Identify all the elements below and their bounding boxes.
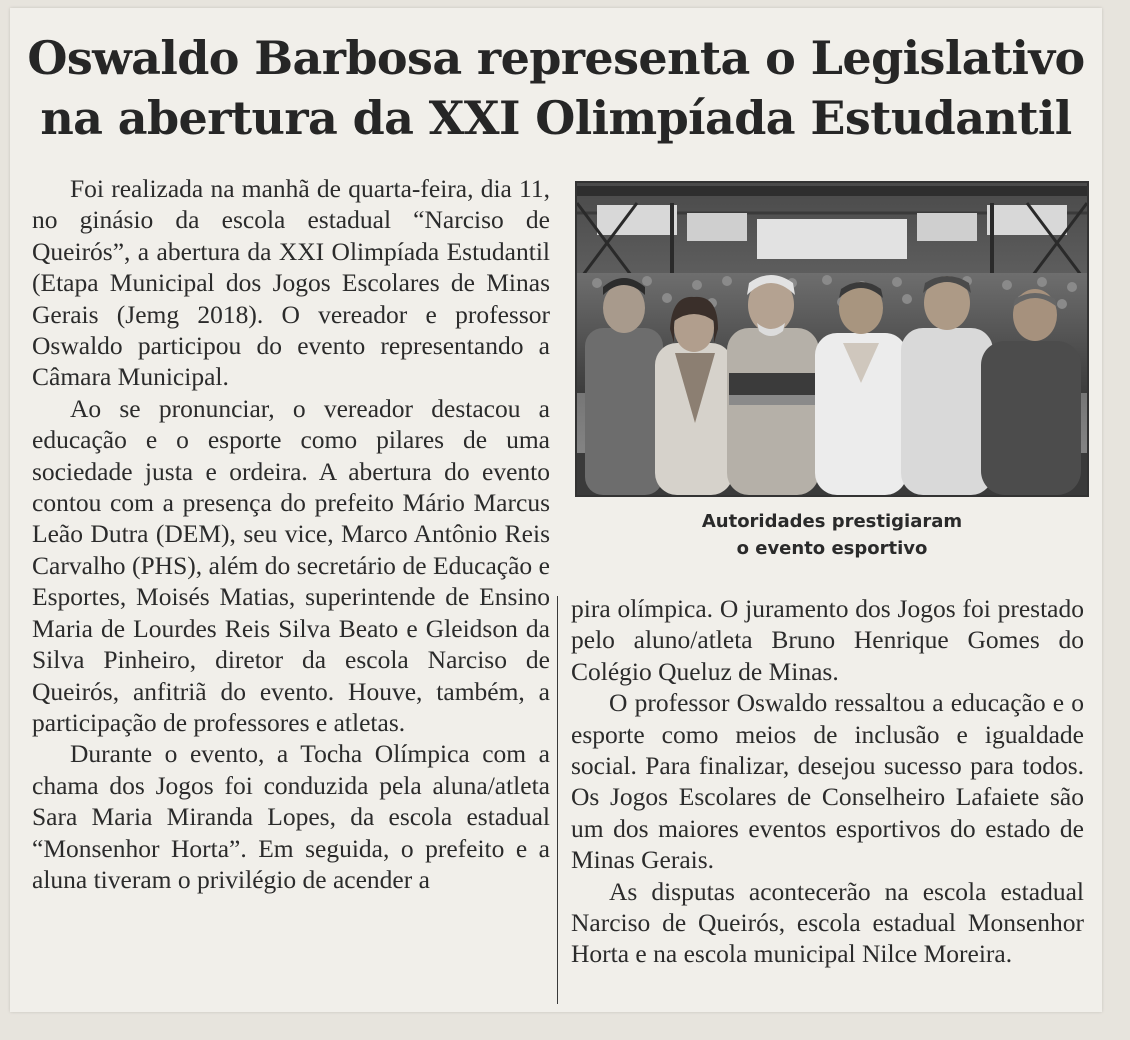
article-headline bbox=[10, 28, 1102, 148]
caption-line-1: Autoridades prestigiaram bbox=[701, 511, 963, 532]
paragraph-1: Foi realizada na manhã de quarta-feira, dia 11, no ginásio da escola estadual “Narciso de Queirós”, a abertura da XXI Olimpíada Estudantil (Etapa Municipal dos Jogos Escolares de Minas Gerais (Jemg 2018). O vereador e professor Oswaldo participou do evento representando a Câmara Municipal. bbox=[32, 174, 550, 392]
event-photo bbox=[575, 181, 1089, 497]
paragraph-2: Ao se pronunciar, o vereador destacou a educação e o esporte como pilares de uma sociedade justa e ordeira. A abertura do evento contou com a presença do prefeito Mário Marcus Leão Dutra (DEM), seu vice, Marco Antônio Reis Carvalho (PHS), além do secretário de Educação e Esportes, Moisés Matias, superintende de Ensino Maria de Lourdes Reis Silva Beato e Gleidson da Silva Pinheiro, diretor da escola Narciso de Queirós, anfitriã do evento. Houve, também, a participação de professores e atletas. bbox=[32, 393, 550, 737]
photo-caption bbox=[575, 508, 1089, 562]
headline-line-2: na abertura da XXI Olimpíada Estudantil bbox=[40, 91, 1072, 145]
left-column bbox=[32, 173, 550, 895]
column-divider bbox=[557, 596, 558, 1004]
headline-line-1: Oswaldo Barbosa representa o Legislativo bbox=[27, 31, 1085, 85]
paragraph-6: As disputas acontecerão na escola estadual Narciso de Queirós, escola estadual Monsenhor Horta e na escola municipal Nilce Moreira. bbox=[571, 876, 1084, 969]
right-column bbox=[571, 593, 1084, 970]
caption-line-2: o evento esportivo bbox=[736, 538, 928, 559]
gymnasium-group-photo bbox=[577, 183, 1087, 495]
paragraph-4: pira olímpica. O juramento dos Jogos foi prestado pelo aluno/atleta Bruno Henrique Gomes do Colégio Queluz de Minas. bbox=[571, 594, 1084, 686]
paragraph-3: Durante o evento, a Tocha Olímpica com a chama dos Jogos foi conduzida pela aluna/atleta Sara Maria Miranda Lopes, da escola estadual “Monsenhor Horta”. Em seguida, o prefeito e a aluna tiveram o privilégio de acender a bbox=[32, 739, 550, 894]
newspaper-clipping bbox=[10, 8, 1102, 1012]
paragraph-5: O professor Oswaldo ressaltou a educação e o esporte como meios de inclusão e igualdade social. Para finalizar, desejou sucesso para todos. Os Jogos Escolares de Conselheiro Lafaiete são um dos maiores eventos esportivos do estado de Minas Gerais. bbox=[571, 688, 1084, 875]
